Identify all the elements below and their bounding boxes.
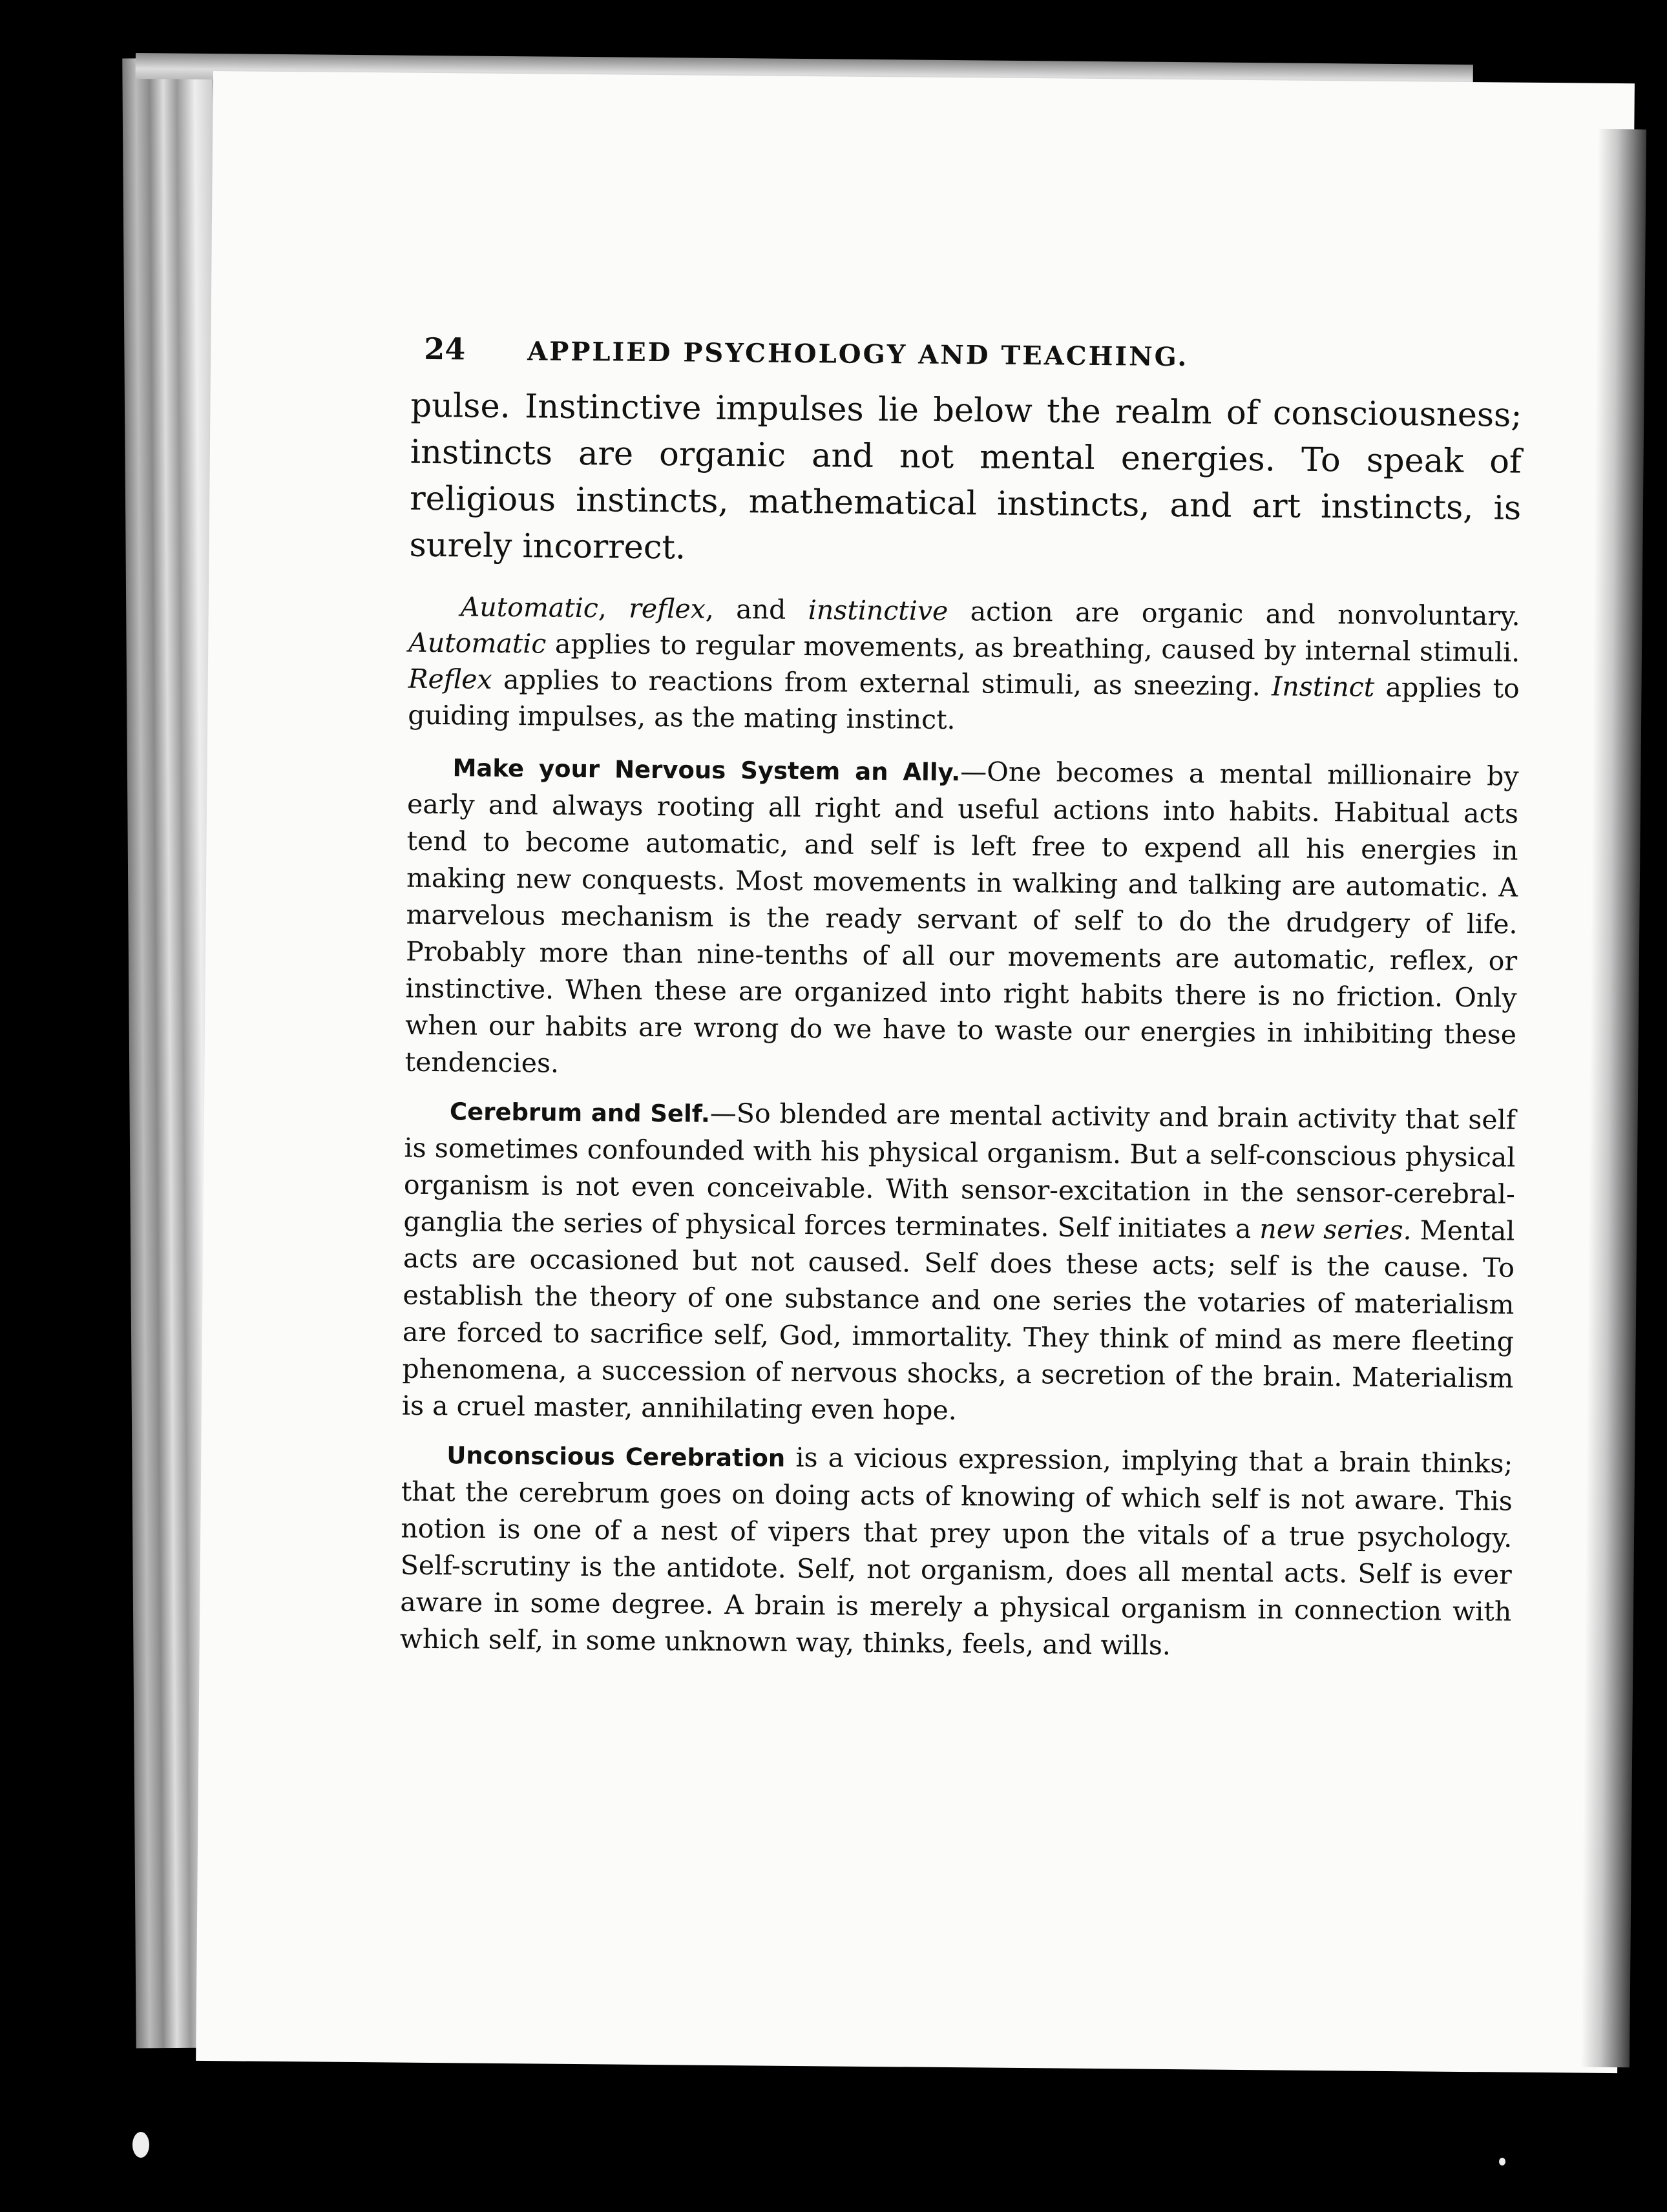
note-text: applies to reactions from external stimuli, as sneezing. (492, 663, 1272, 702)
book-page (196, 71, 1635, 2073)
section-cerebrum-self (402, 1092, 1516, 1434)
term-reflex: reflex (629, 592, 706, 625)
term-automatic: Automatic (460, 591, 599, 624)
section-unconscious-cerebration (400, 1436, 1513, 1667)
section-nervous-system (404, 749, 1518, 1090)
term-automatic-2: Automatic (408, 627, 547, 660)
section-body: —So blended are mental activity and brain activity that self is sometimes confounded with his physical organism. But a self-conscious physical organism is not even conceivable. With sensor-excitation in the sensor-cerebral-ganglia the series of physical forces terminates. Self initiates a (403, 1097, 1516, 1245)
term-instinct: Instinct (1271, 671, 1375, 703)
section-heading: Make your Nervous System an Ally. (452, 754, 961, 787)
term-instinctive: instinctive (808, 594, 949, 627)
running-head (411, 331, 1522, 376)
section-body: —One becomes a mental millionaire by early and always rooting all right and useful actions into habits. Habitual acts tend to become automatic, and self is left free to expend all his energies in making new conquests. Most movements in walking and talking are automatic. A marvelous mechanism is the ready servant of self to do the drudgery of life. Probably more than nine-tenths of all our movements are automatic, reflex, or instinctive. When these are organized into right habits there is no friction. Only when our habits are wrong do we have to waste our energies in inhibiting these tendencies. (404, 756, 1519, 1079)
page-content (399, 267, 1523, 1679)
section-body: Mental acts are occasioned but not caused. Self does these acts; self is the cause. To establish the theory of one substance and one series the votaries of materialism are forced to sacrifice self, God, immortality. They think of mind as mere fleeting phenomena, a succession of nervous shocks, a secretion of the brain. Materialism is a cruel master, annihilating even hope. (401, 1215, 1515, 1426)
page-number: 24 (424, 331, 466, 367)
section-body: is a vicious expression, implying that a brain thinks; that the cerebrum goes on doing acts of knowing of which self is not aware. This notion is one of a nest of vipers that prey upon the vitals of a true psychology. Self-scrutiny is the antidote. Self, not organism, does all mental acts. Self is ever aware in some degree. A brain is merely a physical organism in connection with which self, in some unknown way, thinks, feels, and wills. (399, 1441, 1513, 1662)
running-title: APPLIED PSYCHOLOGY AND TEACHING. (527, 336, 1189, 373)
scan-speck (132, 2132, 149, 2158)
note-text: applies to regular movements, as breathing, caused by internal stimuli. (546, 628, 1520, 668)
note-text: , (598, 592, 629, 624)
section-heading: Cerebrum and Self. (449, 1098, 711, 1128)
note-text: action are organic and nonvoluntary. (948, 595, 1520, 632)
term-reflex-2: Reflex (408, 663, 492, 695)
note-paragraph (408, 589, 1520, 743)
note-text: , and (705, 593, 808, 626)
note-text: applies to guiding impulses, as the mating instinct. (408, 671, 1520, 736)
lead-paragraph: pulse. Instinctive impulses lie below the realm of consciousness; instincts are organic and not mental energies. To speak of religious instincts, mathematical instincts, and art instincts, is surely incorrect. (409, 386, 1522, 567)
section-heading: Unconscious Cerebration (446, 1441, 786, 1472)
scan-speck (1499, 2158, 1505, 2165)
emphasis-new-series: new series. (1259, 1213, 1412, 1246)
